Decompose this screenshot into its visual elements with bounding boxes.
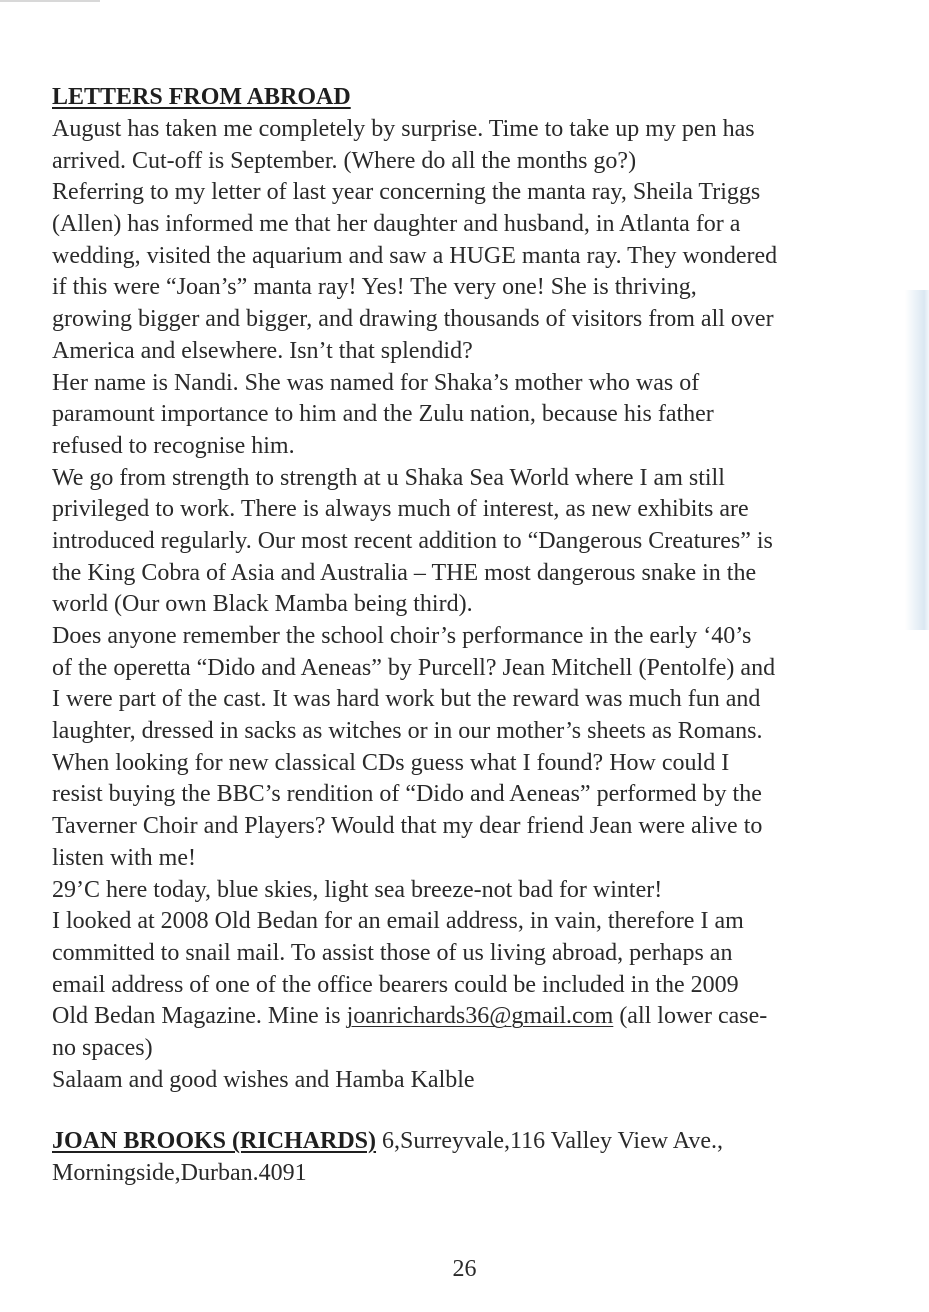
text-line: 29’C here today, blue skies, light sea breeze-not bad for winter! (52, 876, 663, 903)
text-line: paramount importance to him and the Zulu nation, because his father (52, 401, 714, 428)
text-line: Taverner Choir and Players? Would that my dear friend Jean were alive to (52, 813, 763, 840)
text-line: no spaces) (52, 1034, 153, 1061)
text-line: refused to recognise him. (52, 432, 295, 459)
author-address-line1: 6,Surreyvale,116 Valley View Ave., (376, 1128, 723, 1154)
article-body (52, 114, 902, 1001)
article-title: LETTERS FROM ABROAD (52, 84, 351, 110)
text-line: I were part of the cast. It was hard work but the reward was much fun and (52, 686, 761, 713)
text-line: Her name is Nandi. She was named for Shaka’s mother who was of (52, 369, 700, 396)
text-line: We go from strength to strength at u Shaka Sea World where I am still (52, 464, 725, 491)
email-line-suffix: (all lower case- (613, 1003, 768, 1030)
signature-block (52, 1126, 902, 1189)
text-line: When looking for new classical CDs guess what I found? How could I (52, 749, 730, 776)
email-text-line (52, 1001, 902, 1033)
text-line: arrived. Cut-off is September. (Where do all the months go?) (52, 147, 637, 174)
closing-line: Salaam and good wishes and Hamba Kalble (52, 1066, 475, 1093)
page-number: 26 (452, 1256, 477, 1282)
text-line: growing bigger and bigger, and drawing thousands of visitors from all over (52, 306, 774, 333)
text-line: Does anyone remember the school choir’s performance in the early ‘40’s (52, 623, 752, 649)
text-line: world (Our own Black Mamba being third). (52, 591, 473, 618)
email-line-prefix: Old Bedan Magazine. Mine is (52, 1003, 347, 1030)
text-line: of the operetta “Dido and Aeneas” by Purcell? Jean Mitchell (Pentolfe) and (52, 654, 776, 681)
text-line: email address of one of the office bearers could be included in the 2009 (52, 971, 739, 998)
text-line: laughter, dressed in sacks as witches or in our mother’s sheets as Romans. (52, 718, 763, 745)
email-link[interactable]: joanrichards36@gmail.com (346, 1003, 614, 1030)
text-line: committed to snail mail. To assist those of us living abroad, perhaps an (52, 939, 733, 966)
author-name: JOAN BROOKS (RICHARDS) (52, 1128, 377, 1154)
scan-edge-mark (0, 0, 100, 2)
text-line: America and elsewhere. Isn’t that splendid? (52, 337, 473, 364)
author-address-line2: Morningside,Durban.4091 (52, 1159, 307, 1186)
scan-edge-tint (905, 290, 929, 630)
text-line: (Allen) has informed me that her daughter and husband, in Atlanta for a (52, 211, 741, 238)
letter-article (52, 80, 902, 1096)
text-line: the King Cobra of Asia and Australia – THE most dangerous snake in the (52, 559, 757, 586)
text-line: if this were “Joan’s” manta ray! Yes! The very one! She is thriving, (52, 274, 697, 301)
signature-line (52, 1126, 902, 1158)
text-line: I looked at 2008 Old Bedan for an email address, in vain, therefore I am (52, 908, 744, 935)
text-line: August has taken me completely by surprise. Time to take up my pen has (52, 116, 755, 142)
text-line: listen with me! (52, 844, 196, 871)
text-line: introduced regularly. Our most recent addition to “Dangerous Creatures” is (52, 527, 773, 554)
text-line: privileged to work. There is always much of interest, as new exhibits are (52, 496, 749, 523)
text-line: resist buying the BBC’s rendition of “Dido and Aeneas” performed by the (52, 781, 762, 808)
text-line: wedding, visited the aquarium and saw a HUGE manta ray. They wondered (52, 242, 778, 269)
text-line: Referring to my letter of last year concerning the manta ray, Sheila Triggs (52, 179, 761, 206)
